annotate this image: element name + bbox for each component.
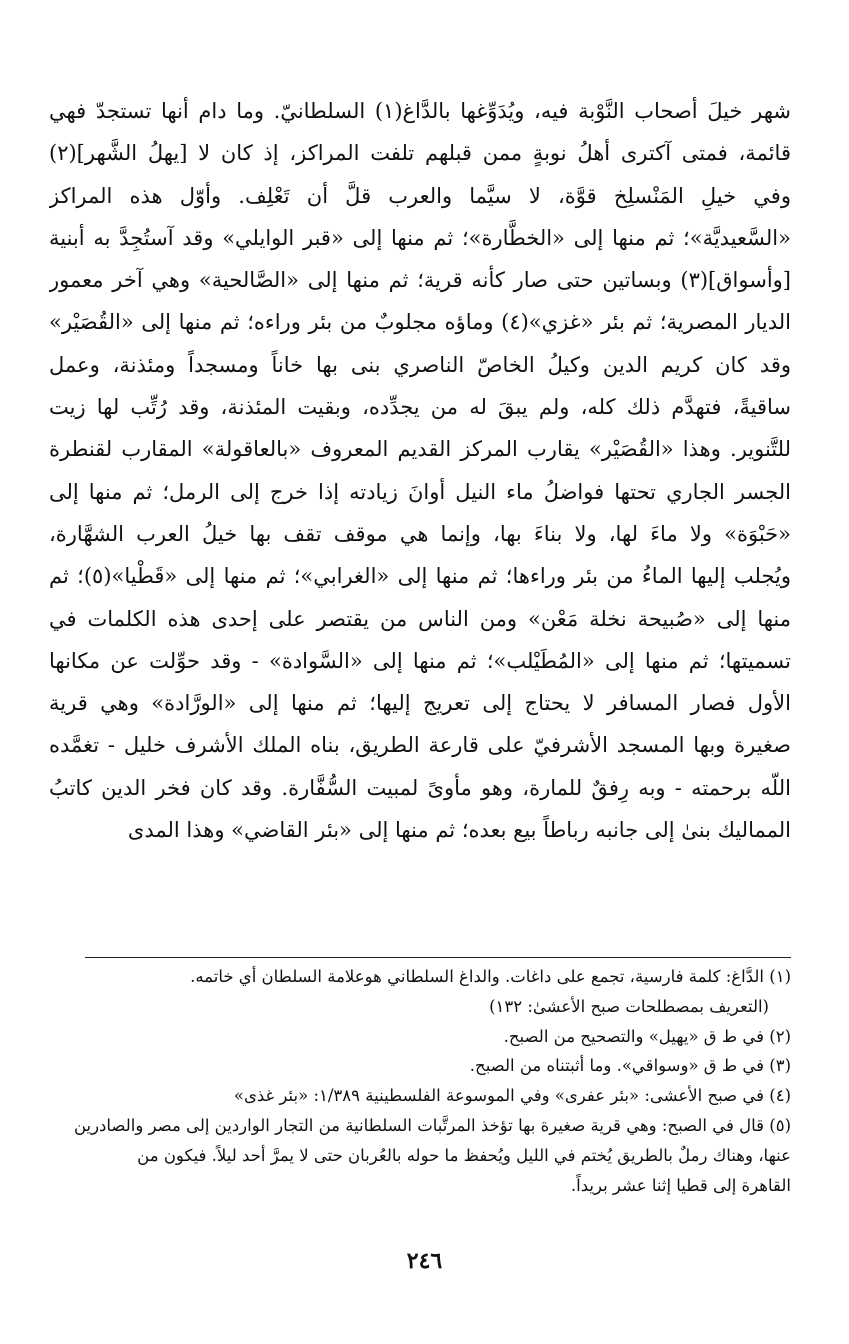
page-number: ٢٤٦ — [406, 1248, 443, 1274]
text-line: «حَبْوَة» ولا ماءَ لها، ولا بناءَ بها، وإنما هي موقف تقف بها خيلُ العرب الشهَّارة، — [49, 521, 791, 546]
text-line: ساقيةً، فتهدَّم ذلك كله، ولم يبقَ له من يجدِّده، وبقيت المئذنة، وقد رُتِّب لها زيت — [49, 395, 791, 420]
footnote-3: (٣) في ط ق «وسواقي». وما أثبتناه من الصبح. — [469, 1056, 791, 1076]
footnotes-block — [49, 962, 791, 1200]
footnote-1-continuation: (التعريف بمصطلحات صبح الأعشىٰ: ١٣٢) — [489, 996, 769, 1016]
text-line: صغيرة وبها المسجد الأشرفيّ على قارعة الطريق، بناه الملك الأشرف خليل - تغمَّده — [49, 733, 791, 758]
text-line: قائمة، فمتى آكترى أهلُ نوبةٍ ممن قبلهم تلفت المراكز، إذ كان لا [يهلُ الشَّهر](٢) — [49, 141, 791, 166]
text-line: ويُجلب إليها الماءُ من بئر وراءها؛ ثم منها إلى «الغرابي»؛ ثم منها إلى «قَطْيا»(٥)؛ ثم — [49, 564, 791, 589]
footnote-1: (١) الدَّاغ: كلمة فارسية، تجمع على داغات. والداغ السلطاني هوعلامة السلطان أي خاتمه. — [190, 967, 791, 986]
text-line: الأول فصار المسافر لا يحتاج إلى تعريج إليها؛ ثم منها إلى «الورَّادة» وهي قرية — [49, 691, 791, 716]
footnote-5-continuation: القاهرة إلى قطيا إثنا عشر بريداً. — [570, 1175, 791, 1195]
text-line: للتَّنوير. وهذا «القُصَيْر» يقارب المركز القديم المعروف «بالعاقولة» المقارب لقنطرة — [49, 437, 791, 462]
text-line: الديار المصرية؛ ثم بئر «غزي»(٤) وماؤه مجلوبٌ من بئر وراءه؛ ثم منها إلى «القُصَيْر» — [49, 310, 791, 335]
text-line: شهر خيلَ أصحاب النَّوْبة فيه، ويُدَوِّغها بالدَّاغ(١) السلطانيّ. وما دام أنها تستجدّ فهي — [49, 99, 791, 123]
footnote-4: (٤) في صبح الأعشى: «بئر عفرى» وفي الموسوعة الفلسطينية ١/٣٨٩: «بئر غذى» — [233, 1086, 791, 1106]
text-line: الجسر الجاري تحتها فواضلُ ماء النيل أوانَ زيادته إذا خرج إلى الرمل؛ ثم منها إلى — [49, 479, 791, 504]
text-line: [وأسواق](٣) وبساتين حتى صار كأنه قرية؛ ثم منها إلى «الصَّالحية» وهي آخر معمور — [49, 268, 791, 293]
text-line: تسميتها؛ ثم منها إلى «المُطَيْلب»؛ ثم منها إلى «السَّوادة» - وقد حوِّلت عن مكانها — [49, 648, 791, 673]
main-text-block — [49, 90, 791, 851]
text-line: منها إلى «صُبيحة نخلة مَعْن» ومن الناس من يقتصر على إحدى هذه الكلمات في — [49, 606, 791, 631]
text-line: المماليك بنىٰ إلى جانبه رباطاً بيع بعده؛ ثم منها إلى «بئر القاضي» وهذا المدى — [127, 818, 791, 843]
text-line: وفي خيلِ المَنْسلِخ قوَّة، لا سيَّما والعرب قلَّ أن تَعْلِف. وأوّل هذه المراكز — [49, 183, 791, 208]
footnote-5-continuation: عنها، وهناك رملٌ بالطريق يُختم في الليل ويُحفظ ما حوله بالعُربان حتى لا يمرَّ أحد ليلاً. فيكون من — [137, 1145, 791, 1165]
footnote-5: (٥) قال في الصبح: وهي قرية صغيرة بها تؤخذ المرتَّبات السلطانية من التجار الواردين إلى مصر والصادرين — [73, 1115, 791, 1135]
text-line: «السَّعيديَّة»؛ ثم منها إلى «الخطَّارة»؛ ثم منها إلى «قبر الوايلي» وقد آستُجِدَّ به أبنية — [49, 225, 791, 250]
footnote-divider — [85, 957, 791, 958]
footnote-2: (٢) في ط ق «يهيل» والتصحيح من الصبح. — [503, 1026, 791, 1046]
text-line: وقد كان كريم الدين وكيلُ الخاصّ الناصري بنى بها خاناً ومسجداً ومئذنة، وعمل — [49, 352, 791, 377]
text-line: اللّه برحمته - وبه رِفقٌ للمارة، وهو مأوىً لمبيت السُّفَّارة. وقد كان فخر الدين كاتبُ — [49, 775, 791, 800]
